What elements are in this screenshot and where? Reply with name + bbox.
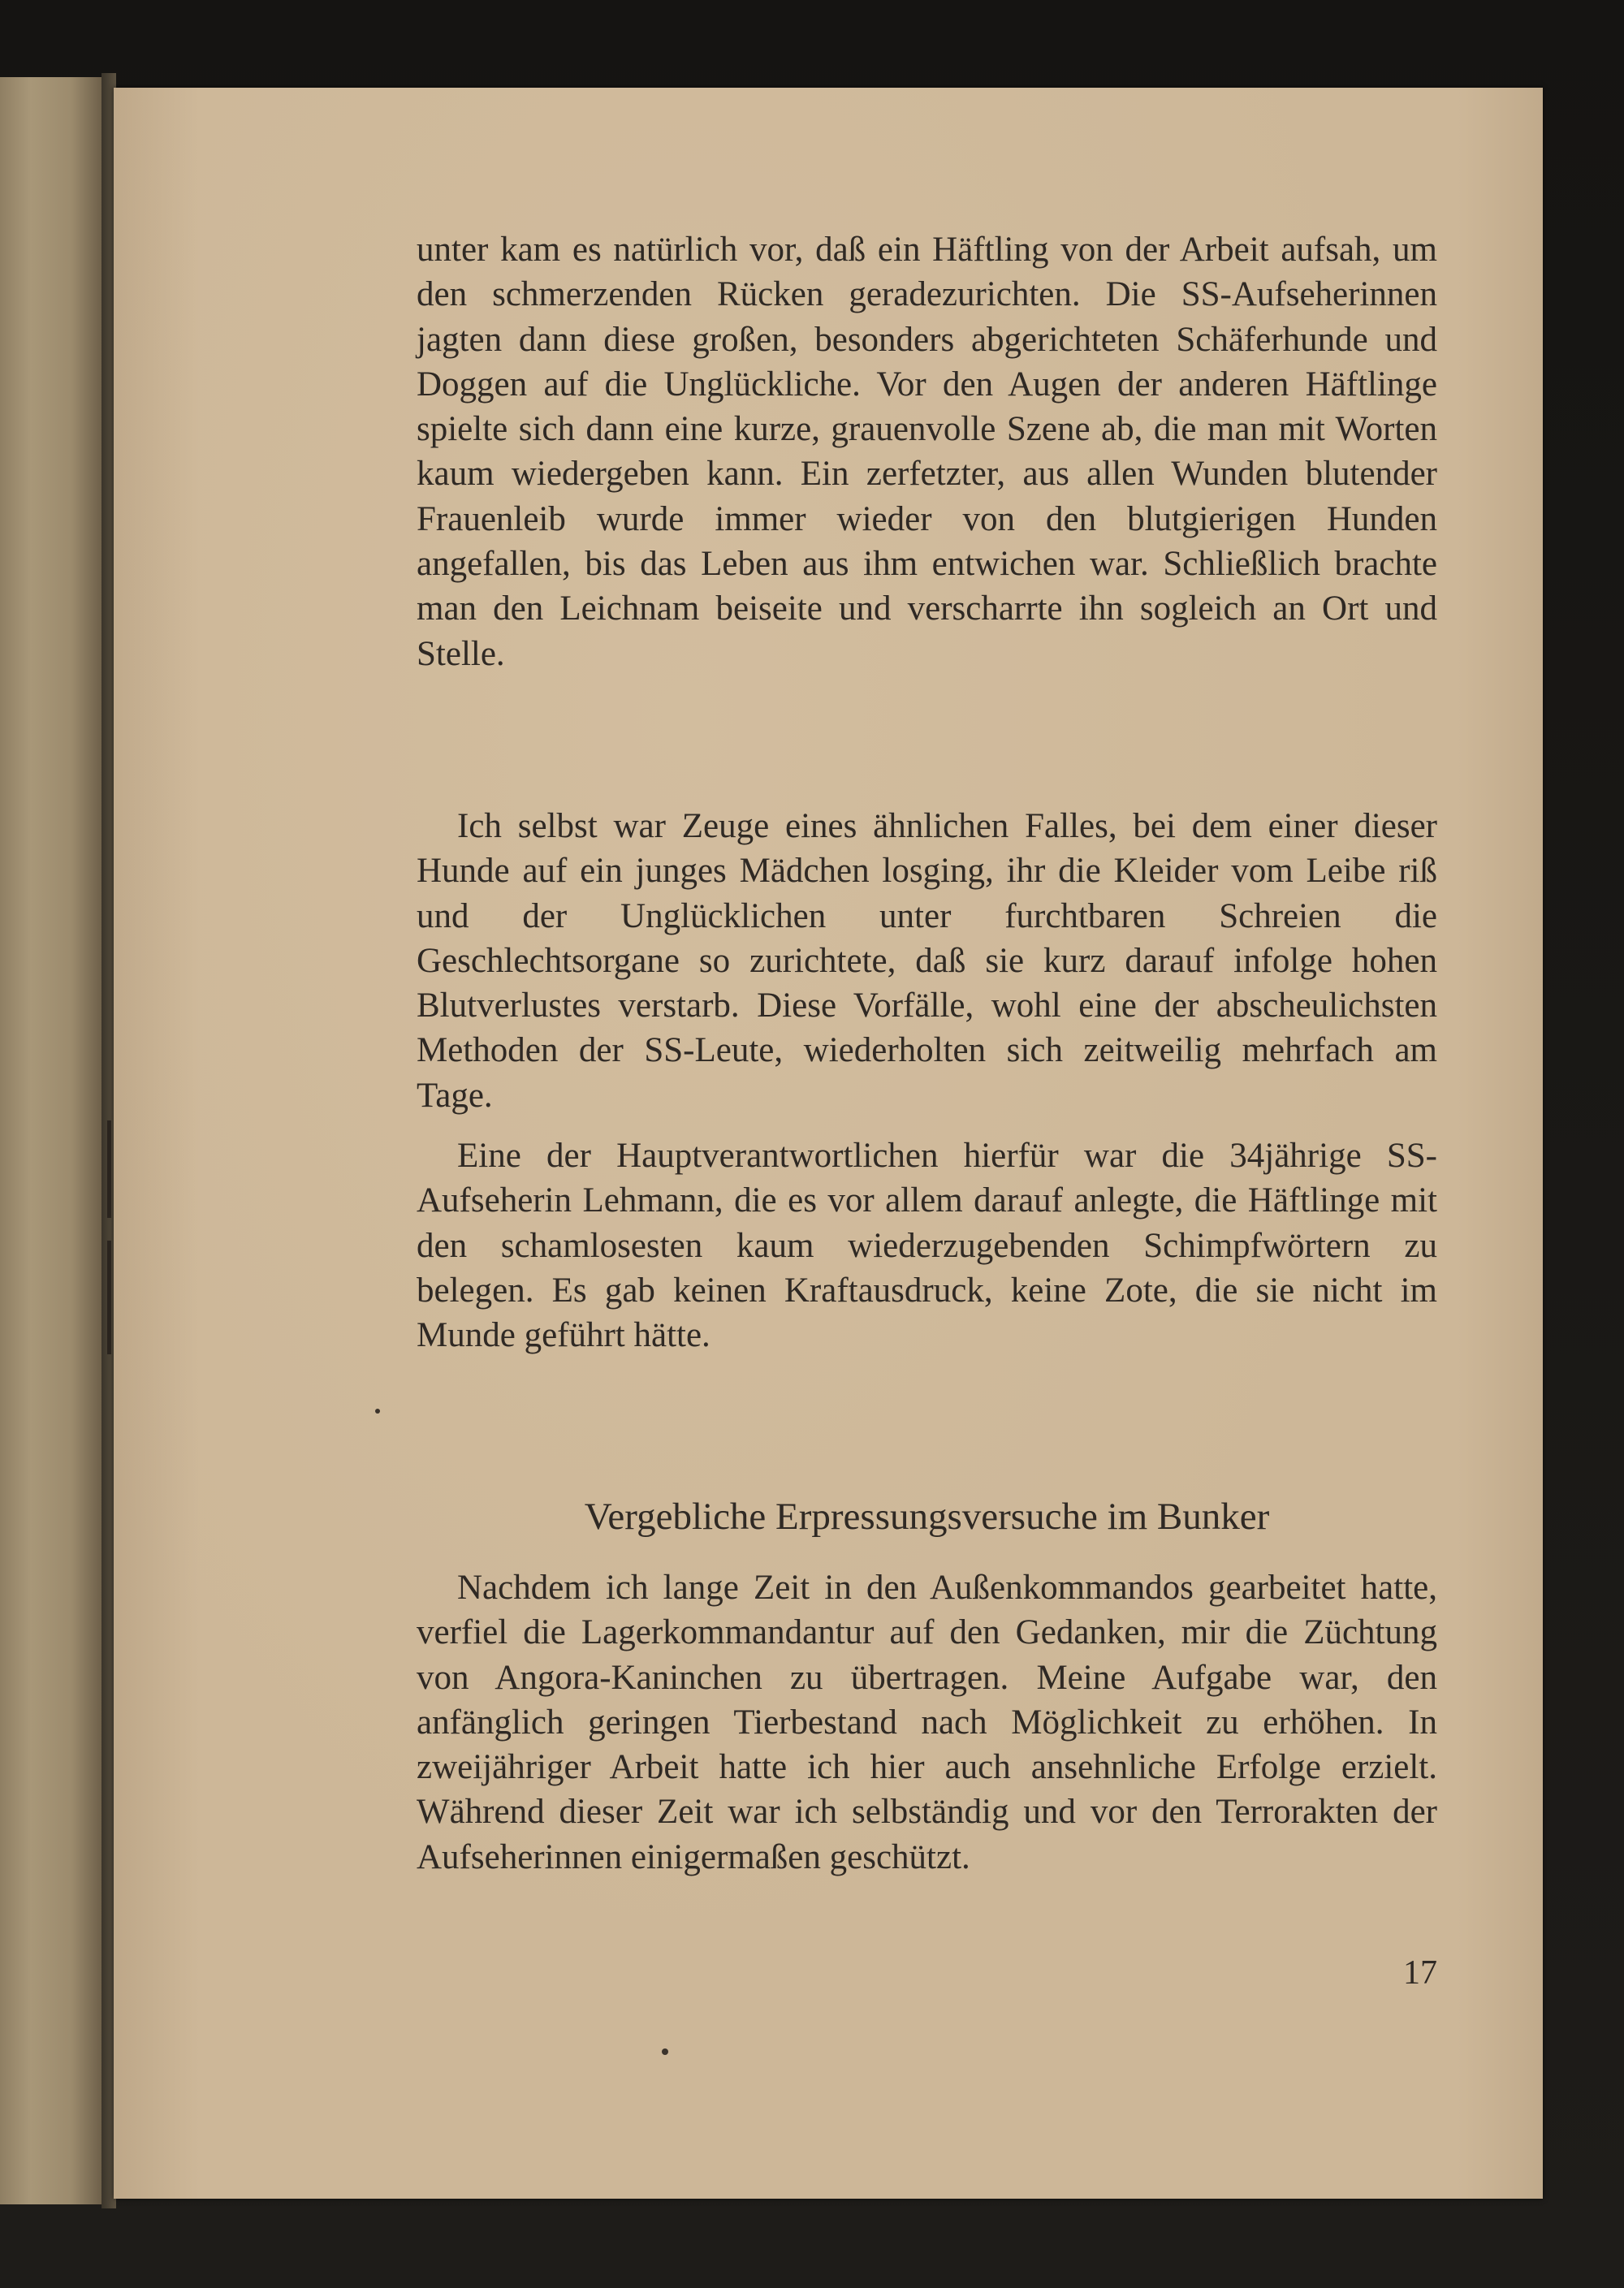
margin-mark <box>107 1241 111 1354</box>
paragraph-3: Eine der Hauptverantwortlichen hierfür war die 34jährige SS-Aufseherin Lehmann, die es vor allem darauf anlegte, die Häftlinge mit den schamlosesten kaum wiederzugebenden Schimpfwörtern zu belegen. Es gab keinen Kraftausdruck, keine Zote, die sie nicht im Munde geführt hätte. <box>417 1137 1437 1355</box>
paper-speck <box>375 1409 380 1414</box>
paper-speck <box>662 2048 668 2055</box>
paragraph-2: Ich selbst war Zeuge eines ähnlichen Falles, bei dem einer dieser Hunde auf ein junges Mädchen losging, ihr die Kleider vom Leibe riß und der Unglücklichen unter furchtbaren Schreien die Geschlechtsorgane so zurichtete, daß sie kurz darauf infolge hohen Blutverlustes verstarb. Diese Vorfälle, wohl eine der abscheulichsten Methoden der SS-Leute, wiederholten sich zeitweilig mehrfach am Tage. <box>417 807 1437 1115</box>
page-number: 17 <box>1403 1954 1437 1992</box>
margin-mark <box>107 1120 111 1218</box>
section-paragraph: Nachdem ich lange Zeit in den Außenkommandos gearbeitet hatte, verfiel die Lagerkommandantur auf den Gedanken, mir die Züchtung von Angora-Kaninchen zu übertragen. Meine Aufgabe war, den anfänglich geringen Tierbestand nach Möglichkeit zu erhöhen. In zweijähriger Arbeit hatte ich hier auch ansehnliche Erfolge erzielt. Während dieser Zeit war ich selbständig und vor den Terrorakten der Aufseherinnen einigermaßen geschützt. <box>417 1569 1437 1876</box>
section-heading: Vergebliche Erpressungsversuche im Bunker <box>584 1496 1270 1538</box>
book-page <box>114 88 1543 2199</box>
paragraph-1: unter kam es natürlich vor, daß ein Häftling von der Arbeit aufsah, um den schmerzenden Rücken geradezurichten. Die SS-Aufseherinnen jagten dann diese großen, besonders abgerichteten Schäferhunde und Doggen auf die Unglückliche. Vor den Augen der anderen Häftlinge spielte sich dann eine kurze, grauenvolle Szene ab, die man mit Worten kaum wiedergeben kann. Ein zerfetzter, aus allen Wunden blutender Frauenleib wurde immer wieder von den blutgierigen Hunden angefallen, bis das Leben aus ihm entwichen war. Schließlich brachte man den Leichnam beiseite und verscharrte ihn sogleich an Ort und Stelle. <box>417 231 1437 673</box>
previous-page-edge <box>0 77 102 2204</box>
